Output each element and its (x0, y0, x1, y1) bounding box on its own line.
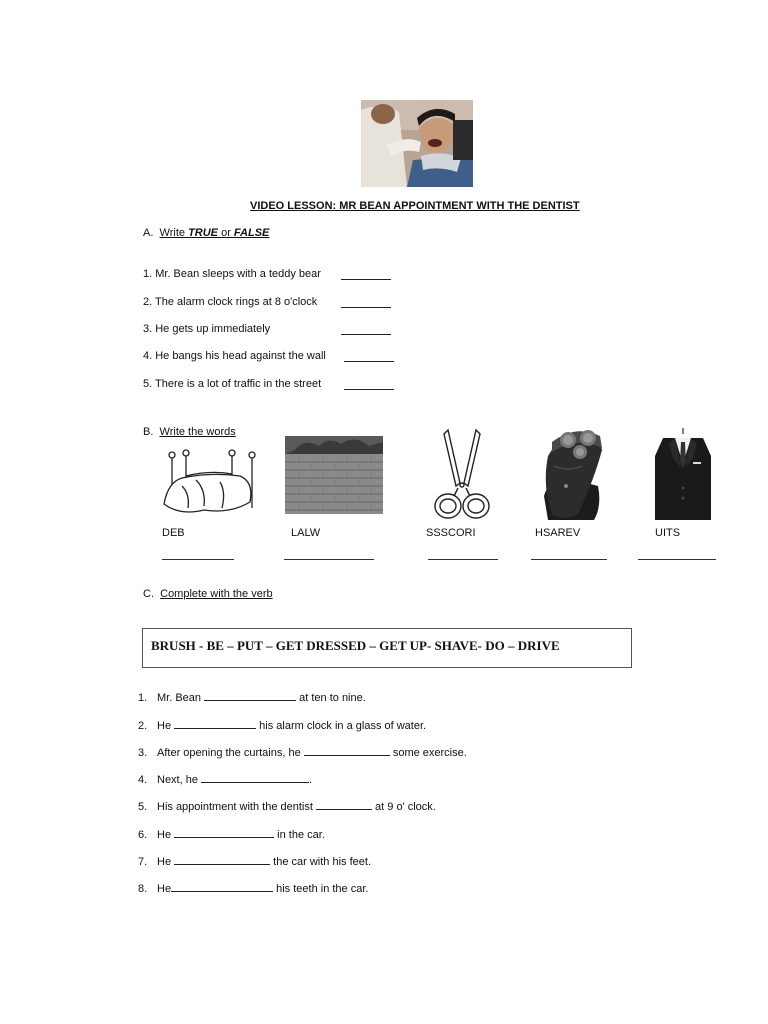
verb-answer-line[interactable] (171, 881, 273, 892)
tf-item-text: 4. He bangs his head against the wall (143, 350, 326, 362)
verb-box: BRUSH - BE – PUT – GET DRESSED – GET UP- SHAVE- DO – DRIVE (142, 628, 632, 668)
tf-answer-line[interactable] (341, 297, 391, 308)
section-c-heading (143, 588, 273, 600)
bed-icon (160, 446, 260, 520)
item-text-after: the car with his feet. (270, 856, 372, 868)
item-text-before: After opening the curtains, he (157, 747, 304, 759)
tf-item (143, 350, 326, 362)
verb-answer-line[interactable] (174, 854, 270, 865)
scrambled-word: SSSCORI (426, 527, 476, 539)
item-text-before: He (157, 883, 172, 895)
item-text-before: His appointment with the dentist (157, 801, 316, 813)
completion-item (138, 854, 371, 868)
item-number: 3. (138, 747, 148, 759)
completion-item (138, 827, 325, 841)
item-number: 4. (138, 774, 148, 786)
section-b-instruction: Write the words (159, 426, 236, 438)
verb-answer-line[interactable] (174, 718, 256, 729)
word-answer-line[interactable] (531, 559, 607, 560)
completion-item (138, 799, 436, 813)
section-c-instruction: Complete with the verb (160, 588, 273, 600)
word-answer-line[interactable] (162, 559, 234, 560)
tf-item (143, 323, 270, 335)
item-text-after: at 9 o' clock. (371, 801, 436, 813)
word-answer-line[interactable] (428, 559, 498, 560)
verb-answer-line[interactable] (316, 799, 372, 810)
section-b-label: B. (143, 426, 154, 438)
item-text-before: Mr. Bean (157, 692, 205, 704)
tf-answer-line[interactable] (341, 324, 391, 335)
item-number: 7. (138, 856, 148, 868)
verb-answer-line[interactable] (304, 745, 390, 756)
tf-item-text: 3. He gets up immediately (143, 323, 271, 335)
item-text-before: Next, he (157, 774, 202, 786)
item-text-after: some exercise. (389, 747, 467, 759)
tf-item-text: 2. The alarm clock rings at 8 o'clock (143, 296, 318, 308)
verb-answer-line[interactable] (201, 772, 309, 783)
scissors-icon (428, 428, 494, 523)
tf-item-text: 5. There is a lot of traffic in the street (143, 378, 322, 390)
tf-item (143, 378, 321, 390)
item-text-after: at ten to nine. (296, 692, 366, 704)
scrambled-word: DEB (162, 527, 185, 539)
item-text-after: in the car. (274, 829, 325, 841)
completion-item (138, 690, 366, 704)
item-number: 5. (138, 801, 148, 813)
item-text-before: He (157, 856, 175, 868)
suit-icon (653, 428, 713, 524)
tf-answer-line[interactable] (344, 351, 394, 362)
shaver-icon (538, 426, 608, 522)
word-answer-line[interactable] (284, 559, 374, 560)
instruction-prefix: Write (159, 227, 189, 239)
scrambled-word: UITS (655, 527, 681, 539)
item-text-before: He (157, 720, 175, 732)
completion-item (138, 772, 312, 786)
scrambled-word: HSAREV (535, 527, 581, 539)
item-number: 8. (138, 883, 148, 895)
page-title: VIDEO LESSON: MR BEAN APPOINTMENT WITH THE DENTIST (250, 200, 580, 212)
tf-answer-line[interactable] (344, 379, 394, 390)
scrambled-word: LALW (291, 527, 321, 539)
item-text-after: . (309, 774, 313, 786)
verb-answer-line[interactable] (204, 690, 296, 701)
true-word: TRUE (188, 227, 219, 239)
section-a-heading (143, 227, 269, 239)
tf-item (143, 296, 317, 308)
word-answer-line[interactable] (638, 559, 716, 560)
completion-item (138, 718, 426, 732)
dentist-photo (361, 100, 473, 187)
item-number: 2. (138, 720, 148, 732)
or-word: or (218, 227, 234, 239)
wall-image (285, 436, 383, 514)
tf-item-text: 1. Mr. Bean sleeps with a teddy bear (143, 268, 321, 280)
tf-answer-line[interactable] (341, 269, 391, 280)
section-a-instruction (160, 227, 270, 239)
section-a-label: A. (143, 227, 154, 239)
completion-item (138, 745, 467, 759)
completion-item (138, 881, 368, 895)
false-word: FALSE (233, 227, 270, 239)
tf-item (143, 268, 321, 280)
item-number: 1. (138, 692, 148, 704)
verb-answer-line[interactable] (174, 827, 274, 838)
section-b-heading (143, 426, 236, 438)
section-c-label: C. (143, 588, 154, 600)
item-text-before: He (157, 829, 175, 841)
item-number: 6. (138, 829, 148, 841)
item-text-after: his alarm clock in a glass of water. (256, 720, 427, 732)
item-text-after: his teeth in the car. (273, 883, 369, 895)
